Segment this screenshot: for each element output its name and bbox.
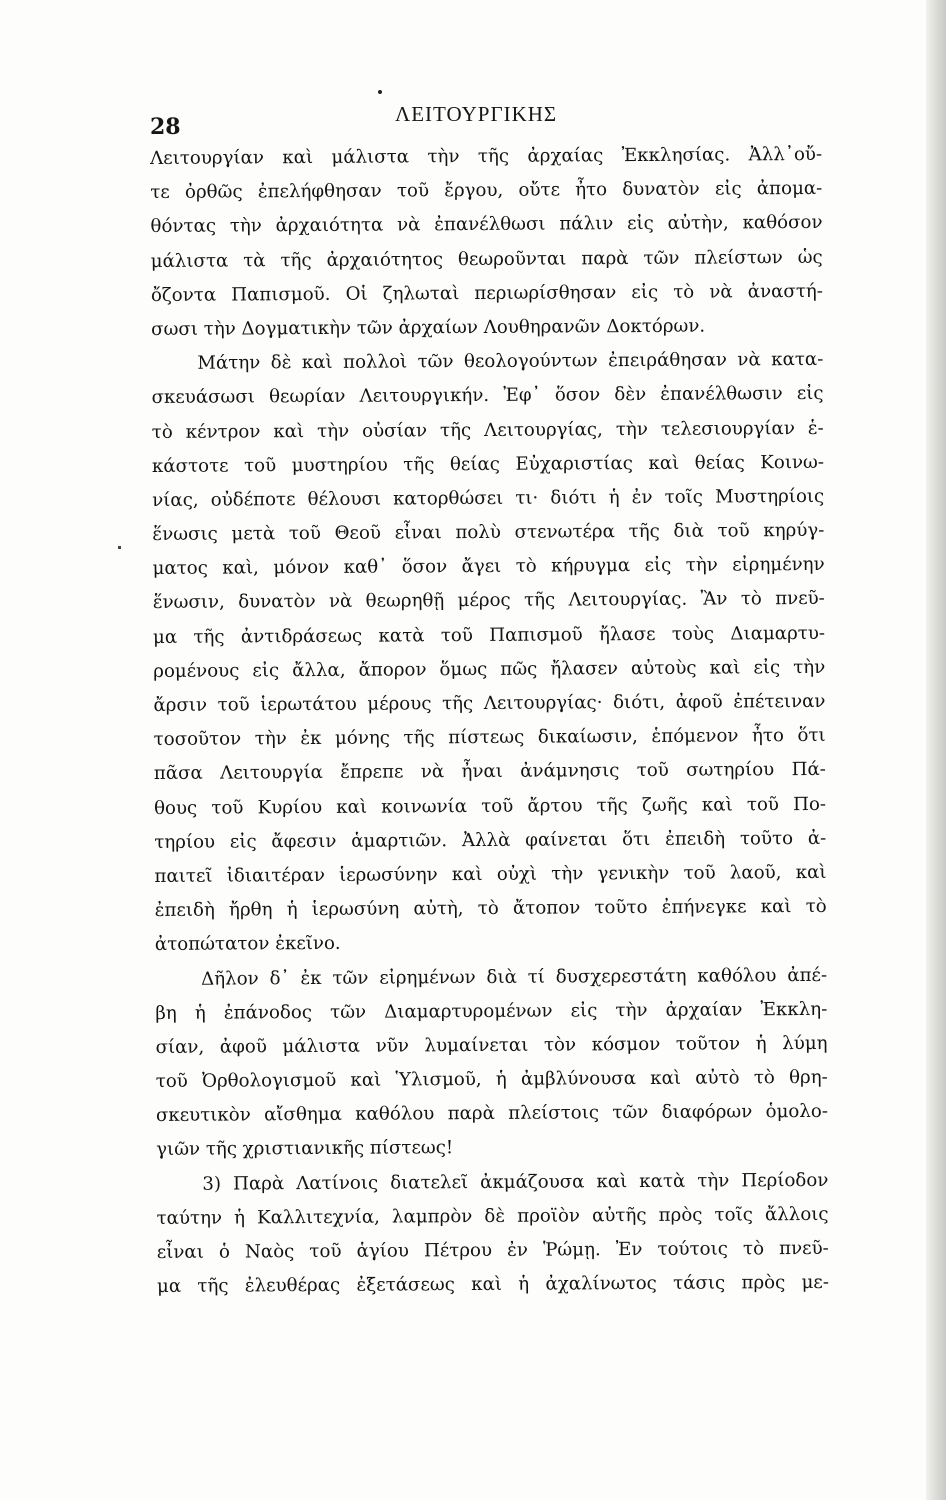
text-line: τε ὀρθῶς ἐπελήφθησαν τοῦ ἔργου, οὔτε ἦτο δυνατὸν εἰς ἀπομα- [150,178,823,204]
text-line: μάλιστα τὰ τῆς ἀρχαιότητος θεωροῦνται παρὰ τῶν πλείστων ὡς [150,246,823,272]
text-line: τὸ κέντρον καὶ τὴν οὐσίαν τῆς Λειτουργίας, τὴν τελεσιουργίαν ἑ- [151,417,824,443]
page-number: 28 [150,114,181,140]
text-line: σίαν, ἀφοῦ μάλιστα νῦν λυμαίνεται τὸν κόσμον τοῦτον ἡ λύμη [155,1032,828,1058]
text-line: τοῦ Ὀρθολογισμοῦ καὶ Ὑλισμοῦ, ἡ ἀμβλύνουσα καὶ αὐτὸ τὸ θρη- [155,1066,828,1093]
body-text [150,138,829,1304]
text-line: πᾶσα Λειτουργία ἔπρεπε νὰ ἦναι ἀνάμνησις τοῦ σωτηρίου Πά- [153,759,826,785]
text-line: μα τῆς ἀντιδράσεως κατὰ τοῦ Παπισμοῦ ἤλασε τοὺς Διαμαρτυ- [152,622,826,648]
text-line: ἀτοπώτατον ἐκεῖνο. [154,933,341,956]
text-line: θους τοῦ Κυρίου καὶ κοινωνία τοῦ ἄρτου τῆς ζωῆς καὶ τοῦ Πο- [154,793,827,819]
paragraph-start-line: Μάτην δὲ καὶ πολλοὶ τῶν θεολογούντων ἐπειράθησαν νὰ κατα- [197,349,824,374]
text-line: τηρίου εἰς ἄφεσιν ἁμαρτιῶν. Ἀλλὰ φαίνεται ὅτι ἐπειδὴ τοῦτο ἀ- [154,827,827,853]
running-head [150,102,820,138]
paragraph-start-line: 3) Παρὰ Λατίνοις διατελεῖ ἀκμάζουσα καὶ κατὰ τὴν Περίοδον [202,1169,829,1195]
text-line: ρομένους εἰς ἄλλα, ἄπορον ὅμως πῶς ἤλασεν αὐτοὺς καὶ εἰς τὴν [153,656,826,682]
text-line: παιτεῖ ἰδιαιτέραν ἱερωσύνην καὶ οὐχὶ τὴν γενικὴν τοῦ λαοῦ, καὶ [154,861,827,887]
text-line: ἕνωσις μετὰ τοῦ Θεοῦ εἶναι πολὺ στενωτέρα τῆς διὰ τοῦ κηρύγ- [152,519,825,546]
running-title: ΛΕΙΤΟΥΡΓΙΚΗΣ [395,102,558,126]
text-line: κάστοτε τοῦ μυστηρίου τῆς θείας Εὐχαριστίας καὶ θείας Κοινω- [151,451,825,477]
text-line: σκευτικὸν αἴσθημα καθόλου παρὰ πλείστοις τῶν διαφόρων ὁμολο- [155,1101,828,1127]
text-line: ὄζοντα Παπισμοῦ. Οἱ ζηλωταὶ περιωρίσθησαν εἰς τὸ νὰ ἀναστή- [150,280,823,306]
text-line: μα τῆς ἐλευθέρας ἐξετάσεως καὶ ἡ ἀχαλίνωτος τάσις πρὸς με- [156,1272,830,1298]
text-line: ἕνωσιν, δυνατὸν νὰ θεωρηθῇ μέρος τῆς Λειτουργίας. Ἂν τὸ πνεῦ- [152,588,825,614]
text-line: ματος καὶ, μόνον καθ᾽ ὅσον ἄγει τὸ κήρυγμα εἰς τὴν εἰρημένην [152,554,825,580]
text-line: σκευάσωσι θεωρίαν Λειτουργικήν. Ἐφ᾽ ὅσον δὲν ἐπανέλθωσιν εἰς [151,383,824,409]
text-line: Λειτουργίαν καὶ μάλιστα τὴν τῆς ἀρχαίας Ἐκκλησίας. Ἀλλ᾽οὔ- [150,143,823,169]
text-line: ἐπειδὴ ἤρθη ἡ ἱερωσύνη αὐτὴ, τὸ ἄτοπον τοῦτο ἐπήνεγκε καὶ τὸ [154,896,827,922]
text-line: βη ἡ ἐπάνοδος τῶν Διαμαρτυρομένων εἰς τὴν ἀρχαίαν Ἐκκλη- [155,998,828,1024]
margin-mark [118,546,121,549]
text-line: γιῶν τῆς χριστιανικῆς πίστεως! [156,1137,454,1161]
text-line: ταύτην ἡ Καλλιτεχνία, λαμπρὸν δὲ προϊὸν αὐτῆς πρὸς τοῖς ἄλλοις [156,1203,829,1229]
text-line: θόντας τὴν ἀρχαιότητα νὰ ἐπανέλθωσι πάλιν εἰς αὐτὴν, καθόσον [150,212,823,238]
print-dot-mark [378,90,382,94]
text-line: νίας, οὐδέποτε θέλουσι κατορθώσει τι· διότι ἡ ἐν τοῖς Μυστηρίοις [152,485,825,511]
text-line: σωσι τὴν Δογματικὴν τῶν ἀρχαίων Λουθηρανῶν Δοκτόρων. [151,315,706,340]
text-line: ἄρσιν τοῦ ἱερωτάτου μέρους τῆς Λειτουργίας· διότι, ἀφοῦ ἐπέτειναν [153,690,826,716]
paragraph-start-line: Δῆλον δ᾽ ἐκ τῶν εἰρημένων διὰ τί δυσχερεστάτη καθόλου ἀπέ- [201,964,828,990]
text-line: εἶναι ὁ Ναὸς τοῦ ἁγίου Πέτρου ἐν Ῥώμῃ. Ἐν τούτοις τὸ πνεῦ- [156,1237,829,1263]
text-line: τοσοῦτον τὴν ἐκ μόνης τῆς πίστεως δικαίωσιν, ἑπόμενον ἦτο ὅτι [153,725,826,751]
page-edge-shadow [926,0,946,1500]
